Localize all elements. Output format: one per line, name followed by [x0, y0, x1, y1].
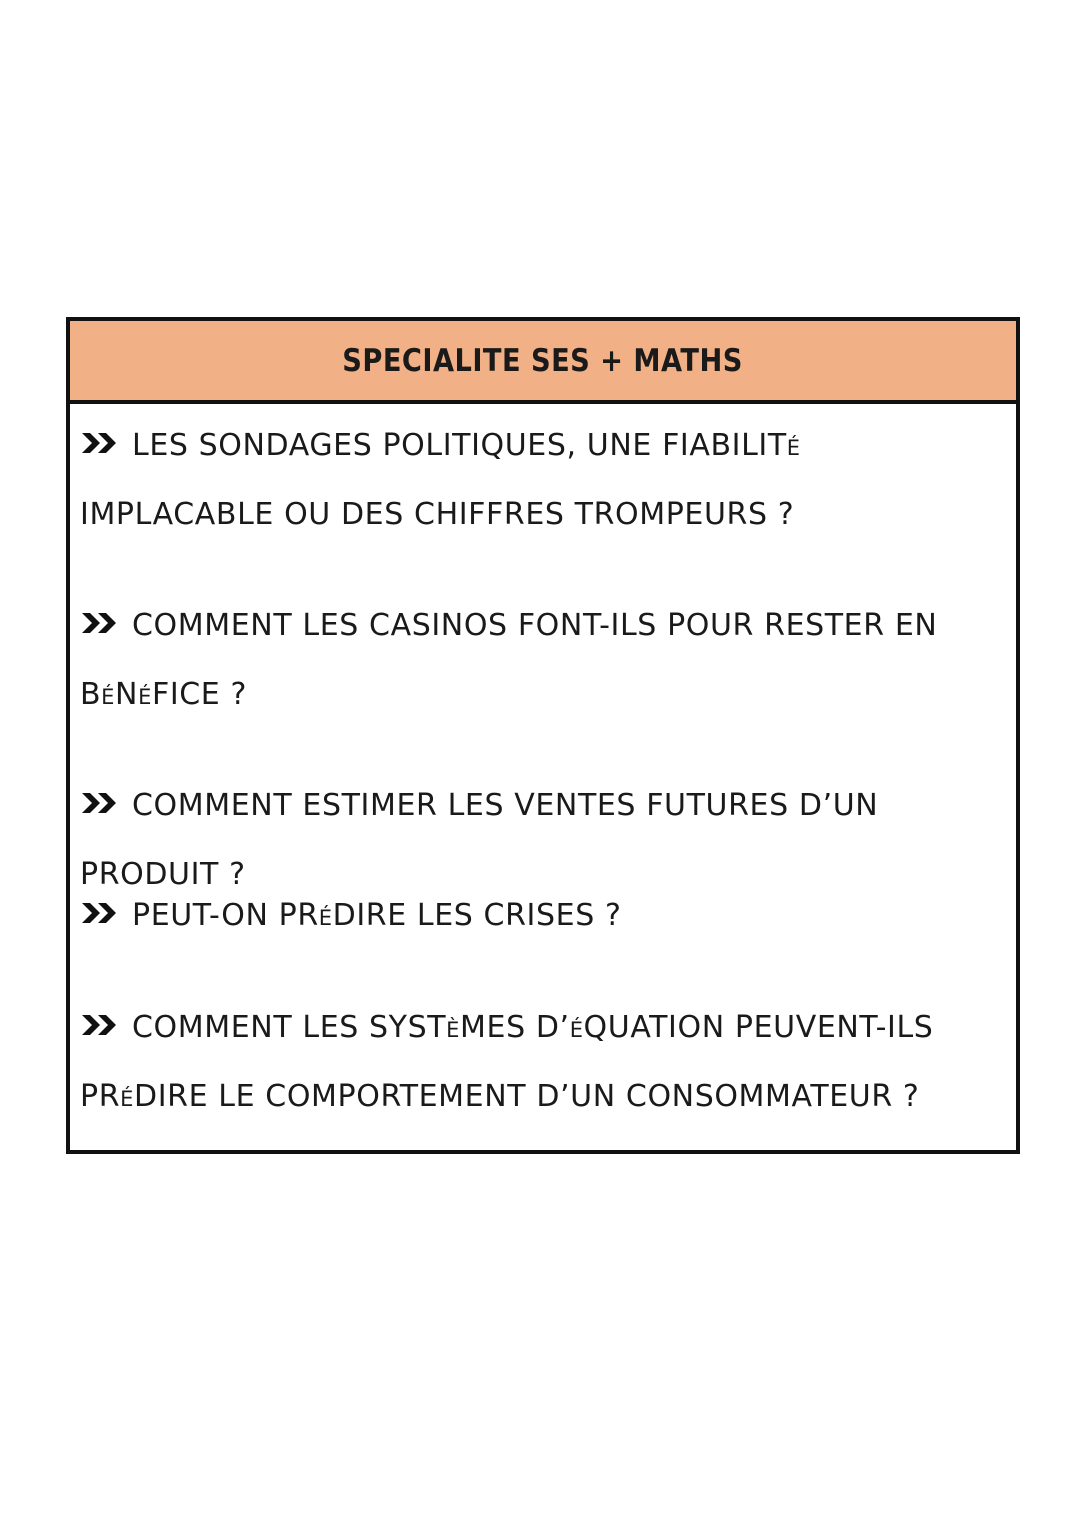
question-text: COMMENT ESTIMER LES VENTES FUTURES D’UN PRODUIT ?	[80, 788, 879, 892]
specialty-card	[66, 317, 1020, 1154]
question-text: COMMENT LES SYSTèMES D’éQUATION PEUVENT-ILS PRéDIRE LE COMPORTEMENT D’UN CONSOMMATEUR ?	[80, 1010, 934, 1114]
question-item	[80, 993, 998, 1131]
card-header	[70, 321, 1016, 404]
double-chevron-right-icon	[80, 788, 122, 818]
question-item	[80, 411, 998, 549]
question-item	[80, 591, 998, 729]
question-text: COMMENT LES CASINOS FONT-ILS POUR RESTER EN BéNéFICE ?	[80, 608, 938, 712]
double-chevron-right-icon	[80, 428, 122, 458]
double-chevron-right-icon	[80, 608, 122, 638]
question-list	[70, 404, 1016, 1150]
card-title: SPECIALITE SES + MATHS	[342, 342, 744, 379]
double-chevron-right-icon	[80, 1010, 122, 1040]
question-text: PEUT-ON PRéDIRE LES CRISES ?	[132, 898, 622, 933]
double-chevron-right-icon	[80, 898, 122, 928]
question-text: LES SONDAGES POLITIQUES, UNE FIABILITé IMPLACABLE OU DES CHIFFRES TROMPEURS ?	[80, 428, 801, 532]
question-item	[80, 881, 998, 950]
